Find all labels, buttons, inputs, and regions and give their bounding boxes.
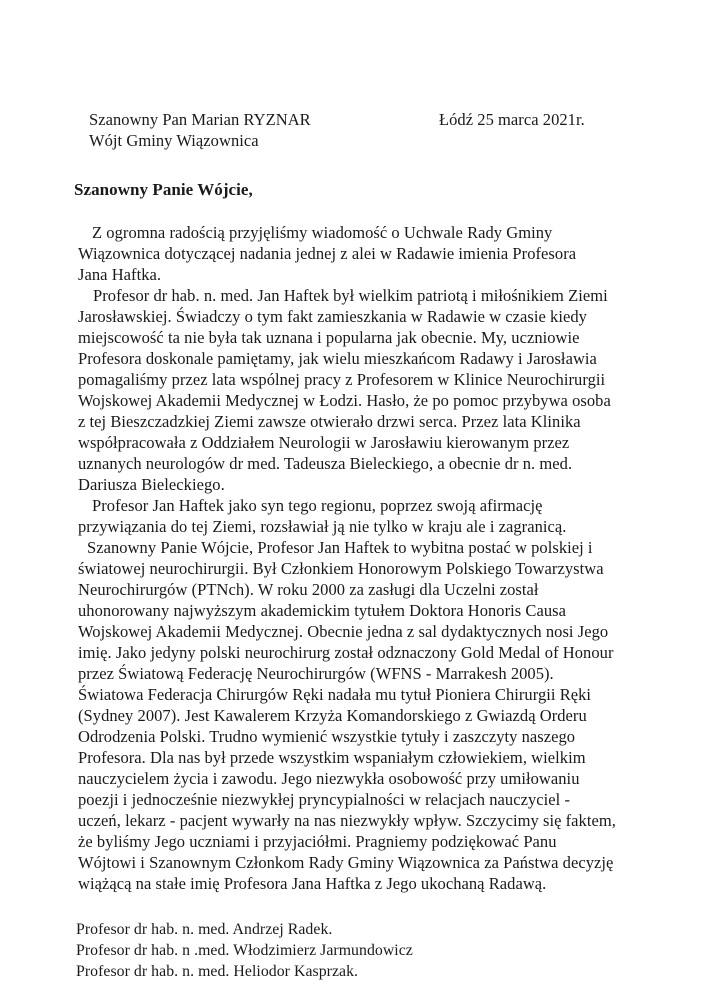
body-line: Z ogromna radością przyjęliśmy wiadomość o Uchwale Rady Gminy xyxy=(92,223,553,242)
body-line: przywiązania do tej Ziemi, rozsławiał ją nie tylko w kraju ale i zagranicą. xyxy=(78,517,567,536)
body-line: imię. Jako jedyny polski neurochirurg został odznaczony Gold Medal of Honour xyxy=(78,643,614,662)
body-line: Profesora doskonale pamiętamy, jak wielu mieszkańcom Radawy i Jarosławia xyxy=(78,349,597,368)
signature-line: Profesor dr hab. n .med. Włodzimierz Jarmundowicz xyxy=(76,942,413,959)
body-line: Wójtowi i Szanownym Członkom Rady Gminy Wiązownica za Państwa decyzję xyxy=(78,853,614,872)
body-line: (Sydney 2007). Jest Kawalerem Krzyża Komandorskiego z Gwiazdą Orderu xyxy=(78,706,587,725)
body-line: że byliśmy Jego uczniami i przyjaciółmi. Pragniemy podziękować Panu xyxy=(78,832,557,851)
body-line: z tej Bieszczadzkiej Ziemi zawsze otwierało drzwi serca. Przez lata Klinika xyxy=(78,412,581,431)
body-line: Wojskowej Akademii Medycznej. Obecnie jedna z sal dydaktycznych nosi Jego xyxy=(78,622,609,641)
body-line: współpracowała z Oddziałem Neurologii w Jarosławiu kierowanym przez xyxy=(78,433,570,452)
body-line: Wiązownica dotyczącej nadania jednej z alei w Radawie imienia Profesora xyxy=(78,244,577,263)
body-line: Odrodzenia Polski. Trudno wymienić wszystkie tytuły i zaszczyty naszego xyxy=(78,727,576,746)
body-line: Profesor dr hab. n. med. Jan Haftek był wielkim patriotą i miłośnikiem Ziemi xyxy=(93,286,608,305)
body-line: Światowa Federacja Chirurgów Ręki nadała mu tytuł Pioniera Chirurgii Ręki xyxy=(78,685,592,704)
body-line: uczeń, lekarz - pacjent wywarły na nas niezwykły wpływ. Szczycimy się faktem, xyxy=(78,811,616,830)
recipient-name: Szanowny Pan Marian RYZNAR xyxy=(89,110,311,129)
body-line: Dariusza Bieleckiego. xyxy=(78,475,225,494)
body-line: uznanych neurologów dr med. Tadeusza Bieleckiego, a obecnie dr n. med. xyxy=(78,454,573,473)
body-line: miejscowość ta nie była tak uznana i popularna jak obecnie. My, uczniowie xyxy=(78,328,580,347)
recipient-title: Wójt Gminy Wiązownica xyxy=(89,131,259,150)
body-line: uhonorowany najwyższym akademickim tytułem Doktora Honoris Causa xyxy=(78,601,567,620)
body-line: Jarosławskiej. Świadczy o tym fakt zamieszkania w Radawie w czasie kiedy xyxy=(78,307,587,326)
body-line: Profesor Jan Haftek jako syn tego regionu, poprzez swoją afirmację xyxy=(92,496,543,515)
body-line: Jana Haftka. xyxy=(78,265,162,284)
signature-line: Profesor dr hab. n. med. Andrzej Radek. xyxy=(76,921,333,938)
body-line: nauczycielem życia i zawodu. Jego niezwykła osobowość przy umiłowaniu xyxy=(78,769,580,788)
body-line: wiążącą na stałe imię Profesora Jana Haftka z Jego ukochaną Radawą. xyxy=(78,874,547,893)
body-line: światowej neurochirurgii. Był Członkiem Honorowym Polskiego Towarzystwa xyxy=(78,559,604,578)
body-line: Neurochirurgów (PTNch). W roku 2000 za zasługi dla Uczelni został xyxy=(78,580,539,599)
salutation: Szanowny Panie Wójcie, xyxy=(74,180,253,199)
body-line: przez Światową Federację Neurochirurgów (WFNS - Marrakesh 2005). xyxy=(78,664,554,683)
body-line: Szanowny Panie Wójcie, Profesor Jan Haftek to wybitna postać w polskiej i xyxy=(87,538,593,557)
body-line: Profesora. Dla nas był przede wszystkim wspaniałym człowiekiem, wielkim xyxy=(78,748,586,767)
body-line: poezji i jednocześnie niezwykłej pryncypialności w relacjach nauczyciel - xyxy=(78,790,571,809)
body-line: pomagaliśmy przez lata wspólnej pracy z Profesorem w Klinice Neurochirurgii xyxy=(78,370,606,389)
signature-line: Profesor dr hab. n. med. Heliodor Kasprzak. xyxy=(76,963,359,980)
place-date: Łódź 25 marca 2021r. xyxy=(439,110,585,129)
body-line: Wojskowej Akademii Medycznej w Łodzi. Hasło, że po pomoc przybywa osoba xyxy=(78,391,611,410)
